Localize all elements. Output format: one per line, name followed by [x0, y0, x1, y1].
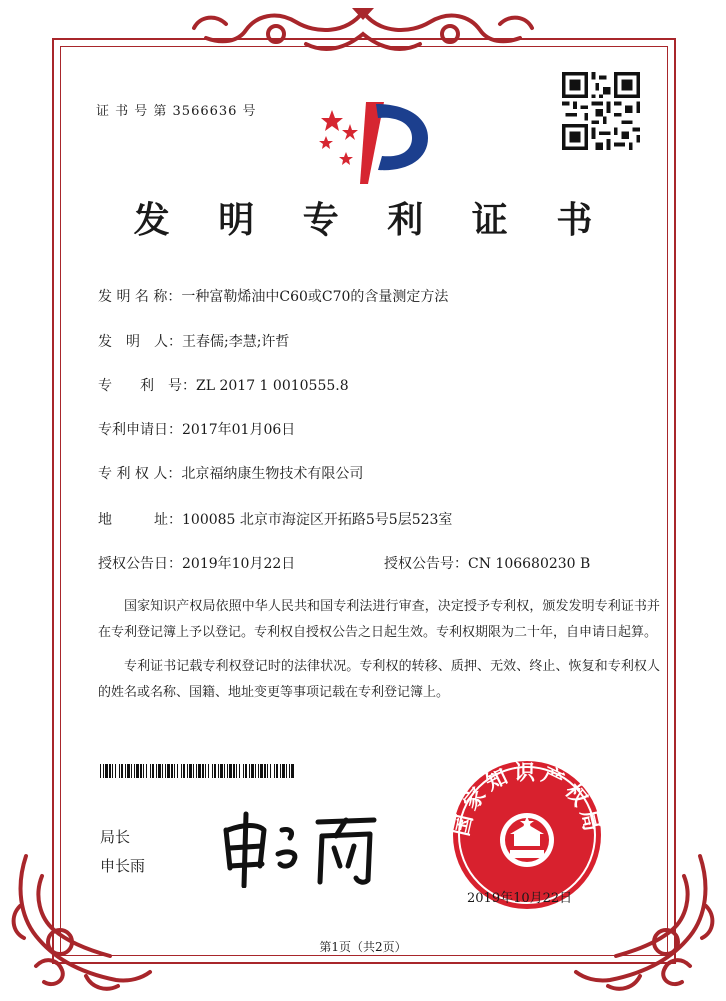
- inventor-label: 发 明 人：: [98, 334, 182, 350]
- filing-date-label: 专利申请日：: [98, 422, 182, 438]
- barcode-bar: [127, 764, 130, 778]
- barcode-bar: [196, 764, 197, 778]
- barcode-bar: [224, 764, 225, 778]
- barcode-bar: [276, 764, 278, 778]
- barcode-bar: [131, 764, 132, 778]
- barcode-bar: [165, 764, 166, 778]
- barcode-bar: [105, 764, 108, 778]
- barcode-bar: [267, 764, 268, 778]
- address-row: [98, 509, 452, 529]
- barcode-bar: [229, 764, 232, 778]
- grant-number-value: CN 106680230 B: [468, 556, 591, 572]
- grant-date-row: [98, 553, 295, 573]
- barcode-bar: [150, 764, 151, 778]
- barcode-bar: [236, 764, 237, 778]
- barcode-bar: [189, 764, 192, 778]
- barcode-bar: [289, 764, 290, 778]
- invention-name-value: 一种富勒烯油中C60或C70的含量测定方法: [181, 289, 449, 305]
- barcode-bar: [152, 764, 154, 778]
- certificate-title: 发 明 专 利 证 书: [133, 199, 611, 241]
- barcode-bar: [260, 764, 263, 778]
- barcode-bar: [174, 764, 175, 778]
- barcode-bar: [239, 764, 240, 778]
- barcode-bar: [205, 764, 206, 778]
- statement-paragraph-1: 国家知识产权局依照中华人民共和国专利法进行审查，决定授予专利权，颁发发明专利证书并在专利登记簿上予以登记。专利权自授权公告之日起生效。专利权期限为二十年，自申请日起算。: [98, 599, 660, 640]
- barcode-bar: [212, 764, 213, 778]
- barcode-bar: [125, 764, 126, 778]
- patent-number-label: 专 利 号：: [98, 378, 196, 394]
- barcode: [100, 764, 296, 778]
- barcode-bar: [233, 764, 235, 778]
- barcode-bar: [193, 764, 194, 778]
- filing-date-value: 2017年01月06日: [182, 422, 296, 438]
- barcode-bar: [143, 764, 144, 778]
- patentee-row: [98, 463, 363, 483]
- barcode-bar: [227, 764, 228, 778]
- barcode-bar: [202, 764, 204, 778]
- patent-number-value: ZL 2017 1 0010555.8: [196, 378, 349, 394]
- filing-date-row: [98, 419, 295, 439]
- barcode-bar: [270, 764, 271, 778]
- barcode-bar: [162, 764, 163, 778]
- top-ornament: [186, 4, 540, 60]
- grant-date-value: 2019年10月22日: [182, 556, 296, 572]
- barcode-bar: [146, 764, 147, 778]
- barcode-bar: [291, 764, 294, 778]
- director-signature: [218, 808, 388, 888]
- statement-paragraph-2: 专利证书记载专利权登记时的法律状况。专利权的转移、质押、无效、终止、恢复和专利权人的姓名或名称、国籍、地址变更等事项记载在专利登记簿上。: [98, 659, 660, 700]
- barcode-bar: [136, 764, 139, 778]
- invention-name-label: 发 明 名 称：: [98, 289, 182, 305]
- barcode-bar: [158, 764, 161, 778]
- inventor-row: [98, 331, 289, 351]
- certificate-number: 证 书 号 第 3566636 号: [96, 104, 257, 119]
- barcode-bar: [171, 764, 173, 778]
- barcode-bar: [280, 764, 281, 778]
- barcode-bar: [255, 764, 256, 778]
- barcode-bar: [140, 764, 142, 778]
- barcode-bar: [187, 764, 188, 778]
- barcode-bar: [121, 764, 123, 778]
- signer-title: 局长: [100, 828, 131, 846]
- barcode-bar: [109, 764, 111, 778]
- barcode-bar: [183, 764, 185, 778]
- barcode-bar: [156, 764, 157, 778]
- barcode-bar: [103, 764, 104, 778]
- barcode-bar: [134, 764, 135, 778]
- seal-text: 国家知识产权局: [448, 759, 606, 839]
- barcode-bar: [274, 764, 275, 778]
- barcode-bar: [112, 764, 113, 778]
- cnipa-logo: [312, 100, 432, 186]
- grant-number-row: [384, 553, 590, 573]
- barcode-bar: [286, 764, 287, 778]
- barcode-bar: [258, 764, 259, 778]
- page-indicator: 第1页（共2页）: [319, 940, 407, 954]
- qr-code: [562, 72, 640, 150]
- inventor-value: 王春儒;李慧;许哲: [182, 334, 290, 350]
- patent-number-row: [98, 375, 349, 395]
- barcode-bar: [218, 764, 219, 778]
- barcode-bar: [249, 764, 250, 778]
- barcode-bar: [220, 764, 223, 778]
- barcode-bar: [115, 764, 116, 778]
- grant-date-label: 授权公告日：: [98, 556, 182, 572]
- address-value: 100085 北京市海淀区开拓路5号5层523室: [182, 512, 453, 528]
- barcode-bar: [245, 764, 247, 778]
- barcode-bar: [198, 764, 201, 778]
- barcode-bar: [264, 764, 266, 778]
- barcode-bar: [243, 764, 244, 778]
- barcode-bar: [214, 764, 216, 778]
- barcode-bar: [167, 764, 170, 778]
- seal-date: 2019年10月22日: [467, 891, 573, 906]
- barcode-bar: [119, 764, 120, 778]
- invention-name-row: [98, 286, 448, 306]
- barcode-bar: [100, 764, 101, 778]
- signer-name: 申长雨: [100, 857, 146, 875]
- address-label: 地 址：: [98, 512, 182, 528]
- grant-number-label: 授权公告号：: [384, 556, 468, 572]
- barcode-bar: [282, 764, 285, 778]
- barcode-bar: [208, 764, 209, 778]
- barcode-bar: [251, 764, 254, 778]
- patentee-label: 专 利 权 人：: [98, 466, 182, 482]
- barcode-bar: [177, 764, 178, 778]
- patentee-value: 北京福纳康生物技术有限公司: [181, 466, 364, 482]
- barcode-bar: [181, 764, 182, 778]
